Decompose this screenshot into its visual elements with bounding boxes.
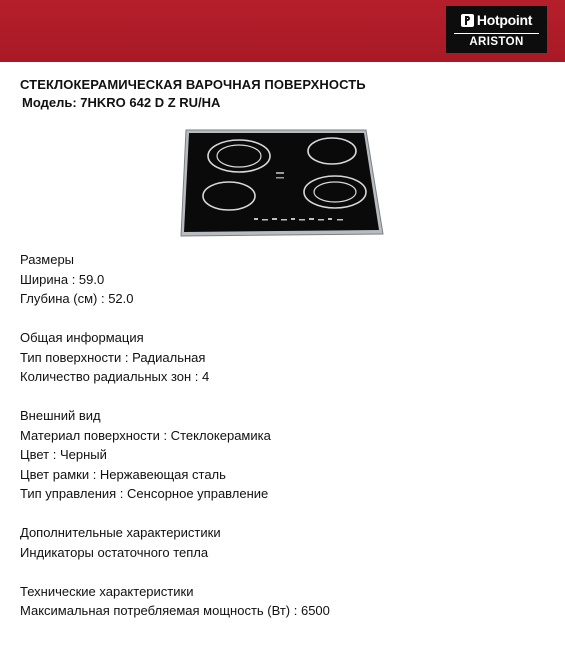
- logo-top-row: [446, 9, 547, 31]
- logo-brand-name: Hotpoint: [476, 12, 533, 28]
- spec-zones: Количество радиальных зон : 4: [20, 369, 210, 384]
- section-heading: Общая информация: [20, 330, 144, 345]
- section-extra: [20, 523, 330, 562]
- header-banner: [0, 0, 565, 62]
- hotpoint-mark-icon: [461, 14, 474, 27]
- section-dimensions: [20, 250, 330, 309]
- section-heading: Размеры: [20, 252, 75, 267]
- spec-control: Тип управления : Сенсорное управление: [20, 486, 269, 501]
- spec-power: Максимальная потребляемая мощность (Вт) : 6500: [20, 603, 330, 618]
- spec-surface-type: Тип поверхности : Радиальная: [20, 349, 206, 365]
- product-title: СТЕКЛОКЕРАМИЧЕСКАЯ ВАРОЧНАЯ ПОВЕРХНОСТЬ: [20, 77, 366, 92]
- spec-width: Ширина : 59.0: [20, 271, 105, 287]
- section-heading: Дополнительные характеристики: [20, 525, 221, 540]
- spec-list: [20, 250, 330, 640]
- logo-sub-brand: ARISTON: [469, 36, 524, 48]
- spec-frame-color: Цвет рамки : Нержавеющая сталь: [20, 466, 226, 482]
- spec-material: Материал поверхности : Стеклокерамика: [20, 427, 271, 443]
- product-model: Модель: 7HKRO 642 D Z RU/HA: [22, 95, 221, 110]
- spec-indicators: Индикаторы остаточного тепла: [20, 544, 209, 560]
- section-appearance: [20, 406, 330, 504]
- spec-color: Цвет : Черный: [20, 447, 107, 462]
- section-general: [20, 328, 330, 387]
- section-heading: Внешний вид: [20, 408, 101, 423]
- section-technical: [20, 582, 330, 621]
- brand-logo: [446, 6, 547, 53]
- hob-product-image: [180, 126, 384, 238]
- spec-depth: Глубина (см) : 52.0: [20, 291, 134, 306]
- logo-divider: [454, 33, 539, 34]
- section-heading: Технические характеристики: [20, 583, 194, 599]
